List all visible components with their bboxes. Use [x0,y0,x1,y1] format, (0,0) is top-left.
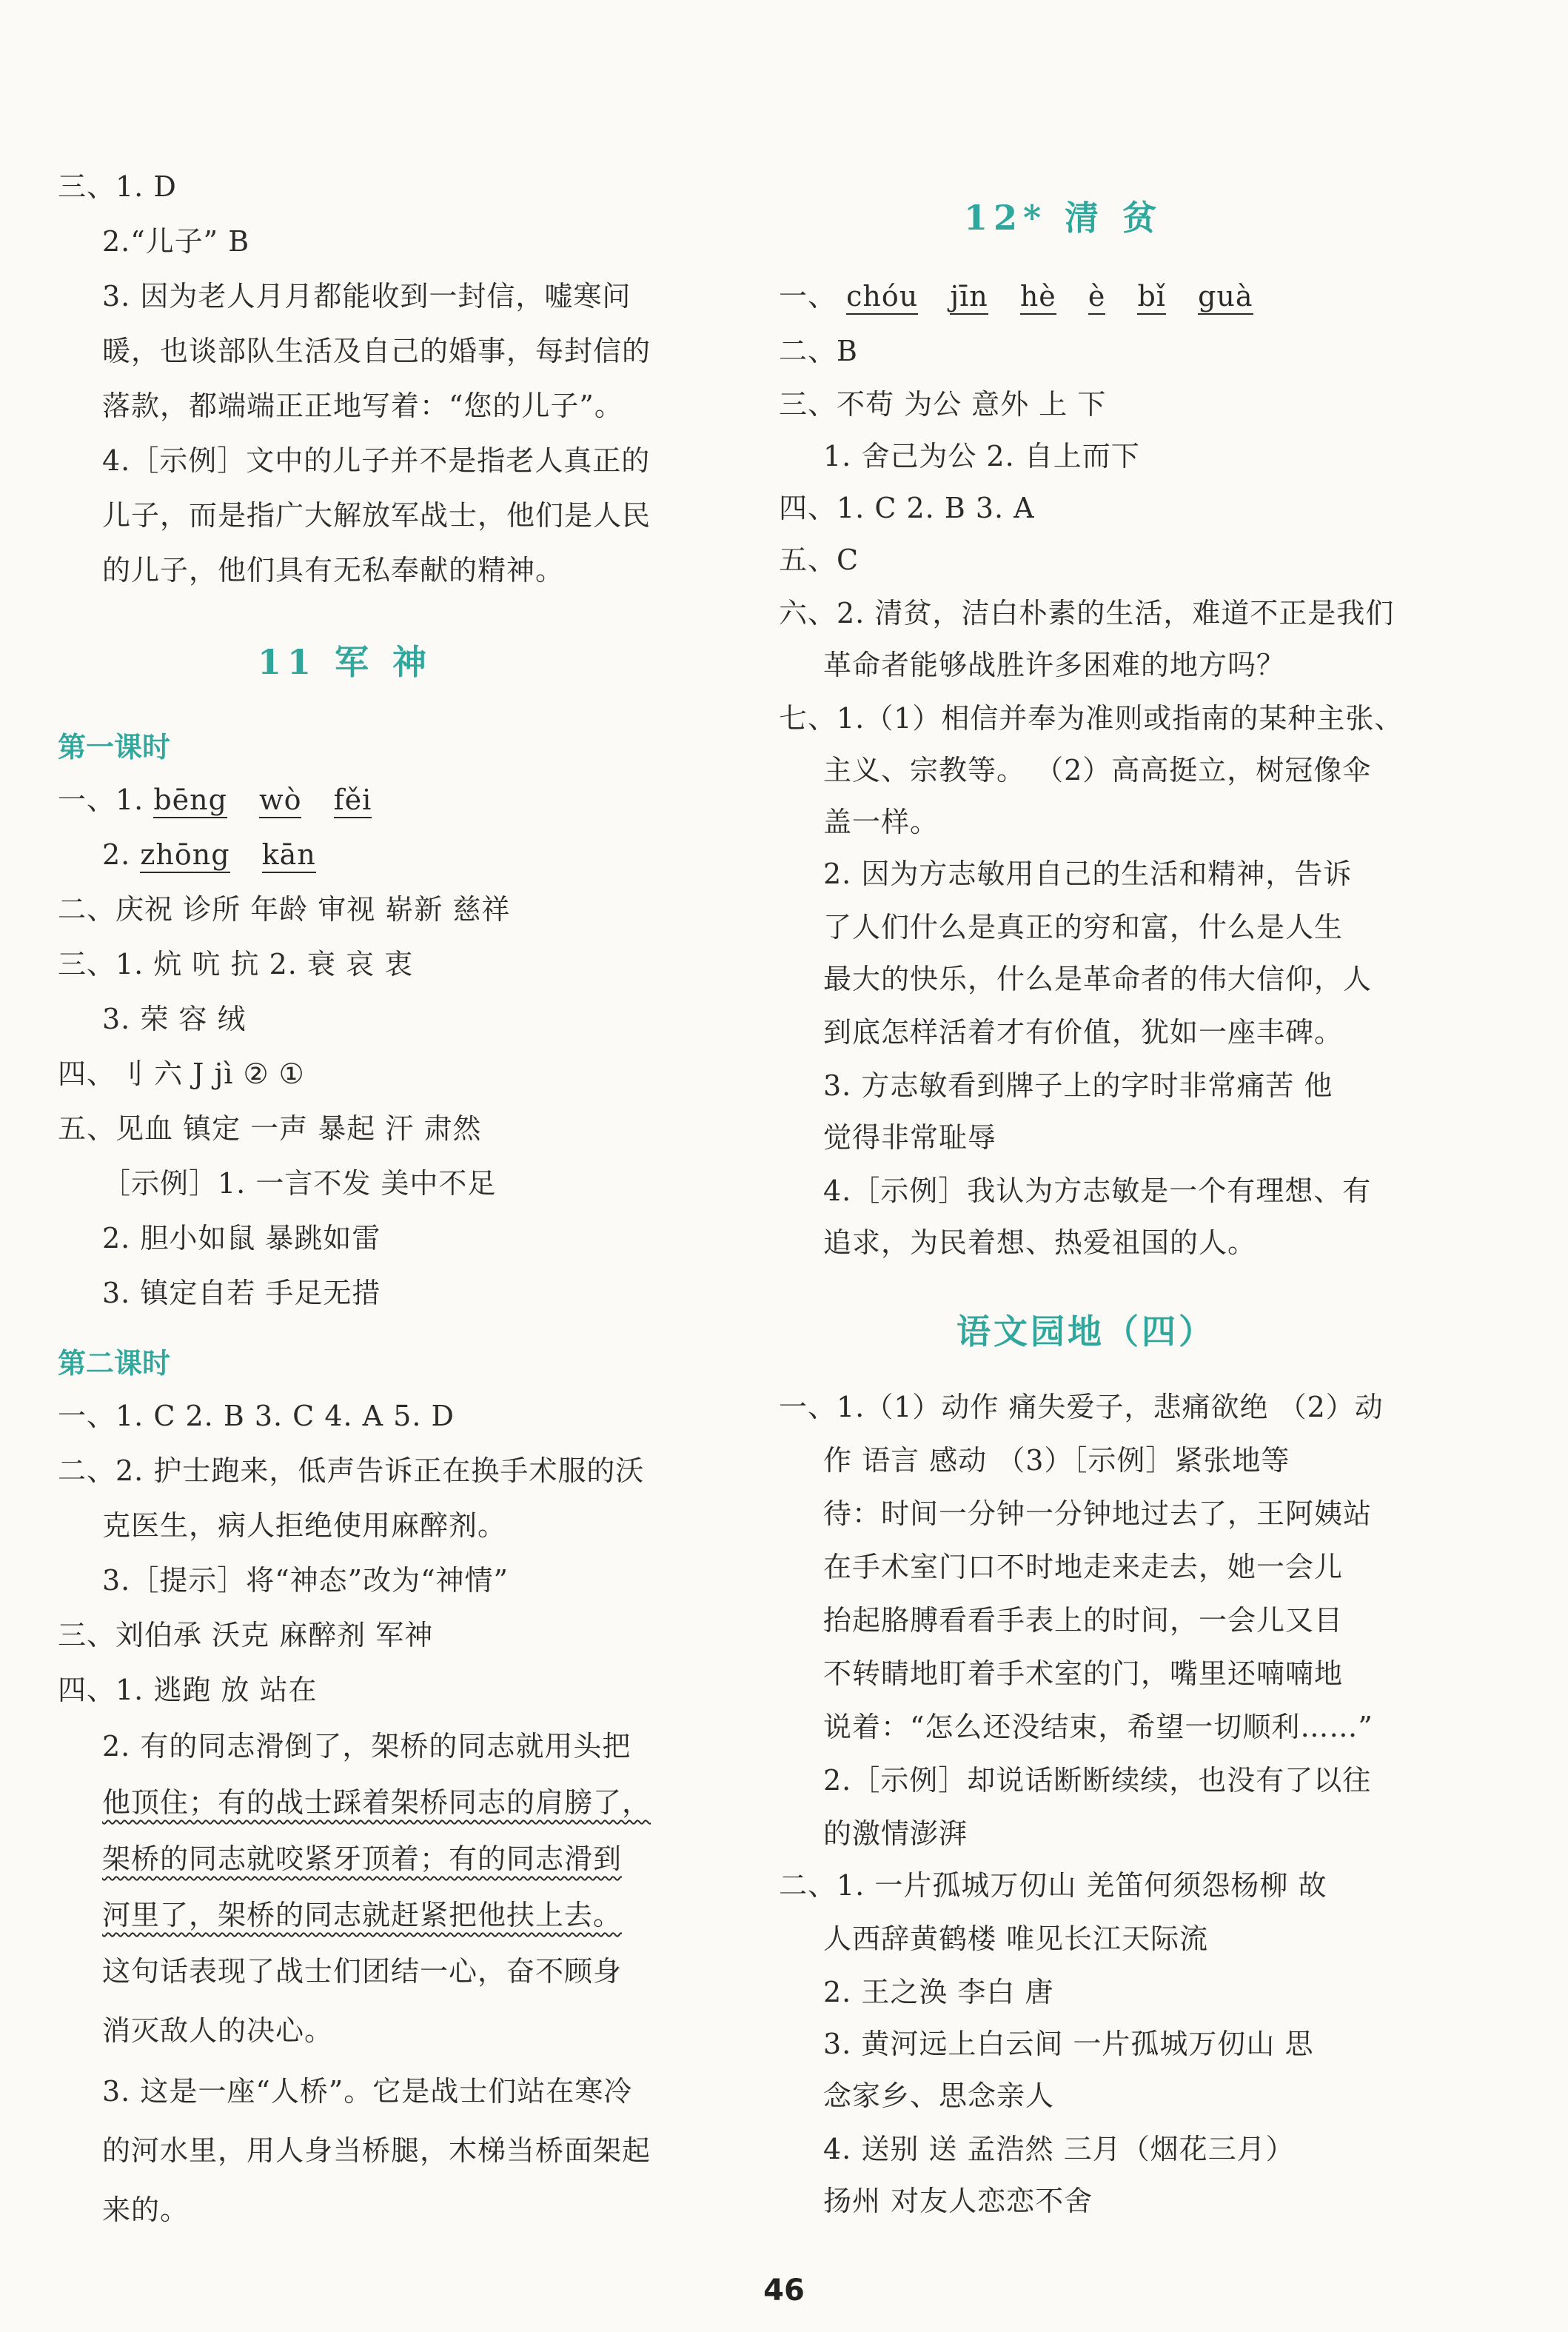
answer-line: 的儿子，他们具有无私奉献的精神。 [102,554,565,587]
answer-line: 念家乡、思念亲人 [823,2079,1055,2112]
answer-line: 3. 因为老人月月都能收到一封信，嘘寒问 [102,280,631,313]
answer-line: 待：时间一分钟一分钟地过去了，王阿姨站 [823,1497,1373,1530]
answer-line: 说着：“怎么还没结束，希望一切顺利……” [823,1711,1373,1743]
answer-line: 二、1. 一片孤城万仞山 羌笛何须怨杨柳 故 [779,1869,1327,1902]
answer-line: 2. 有的同志滑倒了，架桥的同志就用头把 [102,1730,631,1763]
answer-line: 4.［示例］文中的儿子并不是指老人真正的 [102,444,651,477]
answer-line: 的河水里，用人身当桥腿，木梯当桥面架起 [102,2134,651,2167]
item-number: 2. [102,838,131,871]
underlined-sentence: 河里了，架桥的同志就赶紧把他扶上去。 [102,1899,623,1931]
answer-line: 1. 舍己为公 2. 自上而下 [823,440,1140,472]
answer-line: 四、1. C 2. B 3. A [779,492,1035,524]
section-heading: 第一课时 [58,730,171,764]
answer-line: 3. 这是一座“人桥”。它是战士们站在寒冷 [102,2075,633,2108]
answer-line: 二、庆祝 诊所 年龄 审视 崭新 慈祥 [58,893,511,926]
answer-line [58,778,394,822]
answer-line: ［示例］1. 一言不发 美中不足 [102,1167,497,1200]
answer-line: 一、1.（1）动作 痛失爱子，悲痛欲绝 （2）动 [779,1391,1384,1423]
answer-line: 四、刂 六 J jì ② ① [58,1058,305,1090]
answer-line: 抬起胳膊看看手表上的时间，一会儿又目 [823,1604,1344,1637]
answer-line: 2. 因为方志敏用自己的生活和精神，告诉 [823,858,1353,890]
pinyin-answer: jīn [950,279,988,315]
answer-line: 四、1. 逃跑 放 站在 [58,1674,318,1706]
answer-line: 儿子，而是指广大解放军战士，他们是人民 [102,499,651,532]
section-heading: 第二课时 [58,1346,171,1380]
pinyin-answer: hè [1020,279,1056,315]
pinyin-answer: zhōng [140,838,229,873]
answer-line: 了人们什么是真正的穷和富，什么是人生 [823,911,1344,943]
pinyin-answer: guà [1198,279,1253,315]
lesson-title: 12* 清 贫 [964,198,1163,238]
pinyin-answer: fěi [334,783,372,818]
answer-line: 五、C [779,544,860,576]
answer-line: 三、1. D [58,170,177,203]
pinyin-answer: bēng [153,783,227,818]
answer-line: 来的。 [102,2194,190,2226]
answer-line: 到底怎样活着才有价值，犹如一座丰碑。 [823,1016,1344,1049]
underlined-sentence: 架桥的同志就咬紧牙顶着；有的同志滑到 [102,1842,623,1875]
answer-line: 在手术室门口不时地走来走去，她一会儿 [823,1551,1344,1583]
lesson-title: 11 军 神 [258,642,433,682]
answer-line: 3.［提示］将“神态”改为“神情” [102,1564,509,1597]
answer-line: 五、见血 镇定 一声 暴起 汗 肃然 [58,1112,482,1145]
item-number: 一、1. [58,784,144,816]
answer-line: 落款，都端端正正地写着：“您的儿子”。 [102,390,623,422]
answer-line: 这句话表现了战士们团结一心，奋不顾身 [102,1955,623,1988]
answer-line: 二、B [779,335,858,367]
answer-line: 七、1.（1）相信并奉为准则或指南的某种主张、 [779,702,1404,735]
pinyin-answer: è [1088,279,1106,315]
answer-line: 3. 荣 容 绒 [102,1003,247,1035]
pinyin-answer: bǐ [1137,279,1165,315]
answer-line: 暖，也谈部队生活及自己的婚事，每封信的 [102,335,651,367]
answer-line: 三、刘伯承 沃克 麻醉剂 军神 [58,1619,434,1651]
answer-line: 觉得非常耻辱 [823,1121,997,1154]
answer-line: 六、2. 清贫，洁白朴素的生活，难道不正是我们 [779,597,1395,629]
answer-line: 4.［示例］我认为方志敏是一个有理想、有 [823,1175,1372,1207]
answer-line: 2. 胆小如鼠 暴跳如雷 [102,1222,381,1254]
answer-line: 三、1. 炕 吭 抗 2. 衰 哀 衷 [58,948,414,980]
answer-line: 一、1. C 2. B 3. C 4. A 5. D [58,1400,455,1432]
answer-line [102,832,338,877]
pinyin-answer: chóu [846,279,918,315]
answer-line: 主义、宗教等。 （2）高高挺立，树冠像伞 [823,754,1372,786]
pinyin-answer: wò [259,783,301,818]
answer-line: 4. 送别 送 孟浩然 三月（烟花三月） [823,2133,1295,2165]
item-number: 一、 [779,280,837,313]
section-title: 语文园地（四） [956,1312,1216,1352]
answer-line: 消灭敌人的决心。 [102,2014,334,2047]
answer-line: 最大的快乐，什么是革命者的伟大信仰，人 [823,963,1373,995]
answer-line: 3. 方志敏看到牌子上的字时非常痛苦 他 [823,1069,1333,1102]
answer-line: 作 语言 感动 （3）［示例］紧张地等 [823,1444,1290,1477]
answer-line: 二、2. 护士跑来，低声告诉正在换手术服的沃 [58,1454,645,1487]
answer-line: 3. 镇定自若 手足无措 [102,1277,381,1309]
answer-line: 扬州 对友人恋恋不舍 [823,2185,1093,2217]
answer-line: 3. 黄河远上白云间 一片孤城万仞山 思 [823,2028,1314,2060]
answer-line: 不转睛地盯着手术室的门，嘴里还喃喃地 [823,1657,1344,1690]
answer-line: 2.“儿子” B [102,225,250,258]
answer-line: 2. 王之涣 李白 唐 [823,1976,1054,2008]
underlined-sentence: 他顶住；有的战士踩着架桥同志的肩膀了， [102,1786,651,1819]
pinyin-answer: kān [262,838,316,873]
answer-line: 克医生，病人拒绝使用麻醉剂。 [102,1509,507,1542]
answer-line: 人西辞黄鹤楼 唯见长江天际流 [823,1922,1209,1955]
answer-line: 2.［示例］却说话断断续续，也没有了以往 [823,1764,1372,1797]
answer-line [779,274,1276,318]
page-number: 46 [763,2273,805,2308]
answer-line: 盖一样。 [823,806,939,838]
answer-line: 三、不苟 为公 意外 上 下 [779,388,1107,421]
answer-line: 革命者能够战胜许多困难的地方吗？ [823,649,1286,681]
answer-line: 的激情澎湃 [823,1817,968,1850]
answer-line: 追求，为民着想、热爱祖国的人。 [823,1226,1257,1259]
